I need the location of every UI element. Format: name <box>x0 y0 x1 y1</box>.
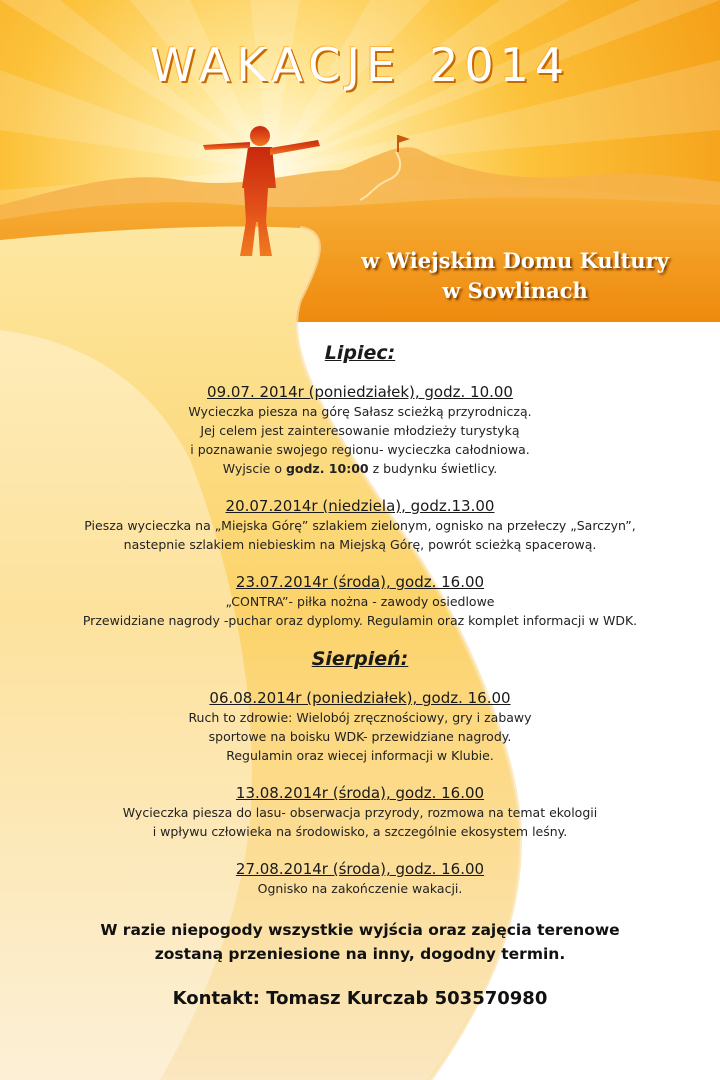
schedule <box>0 342 720 1009</box>
event-line: sportowe na boisku WDK- przewidziane nagrody. <box>208 729 512 744</box>
event-line: Wycieczka piesza na górę Sałasz scieżką przyrodniczą. <box>188 404 532 419</box>
event-line: Przewidziane nagrody -puchar oraz dyplomy. Regulamin oraz komplet informacji w WDK. <box>82 613 638 628</box>
event-line: Ruch to zdrowie: Wielobój zręcznościowy, gry i zabawy <box>188 710 532 725</box>
event-line: Ognisko na zakończenie wakacji. <box>257 881 463 896</box>
event-date: 06.08.2014r (poniedziałek), godz. 16.00 <box>209 689 511 707</box>
event <box>0 382 720 478</box>
title-year: 2014 <box>429 38 571 92</box>
event-date: 20.07.2014r (niedziela), godz.13.00 <box>225 497 495 515</box>
title-word: WAKACJE <box>149 38 402 92</box>
month-heading-august: Sierpień: <box>311 648 409 670</box>
event <box>0 496 720 554</box>
event-date: 09.07. 2014r (poniedziałek), godz. 10.00 <box>207 383 513 401</box>
event-line: Regulamin oraz wiecej informacji w Klubie. <box>226 748 494 763</box>
venue-line-1: w Wiejskim Domu Kultury <box>361 248 669 273</box>
event-line: i poznawanie swojego regionu- wycieczka całodniowa. <box>190 442 530 457</box>
event <box>0 783 720 841</box>
departure-text: Wyjscie o <box>222 461 286 476</box>
notice-line: zostaną przeniesione na inny, dogodny termin. <box>154 945 566 963</box>
poster-title <box>0 38 720 92</box>
event-date: 13.08.2014r (środa), godz. 16.00 <box>235 784 485 802</box>
notice-line: W razie niepogody wszystkie wyjścia oraz zajęcia terenowe <box>100 921 620 939</box>
event-line: Piesza wycieczka na „Miejska Górę” szlakiem zielonym, ognisko na przełeczy „Sarczyn”, <box>84 518 636 533</box>
event-date: 23.07.2014r (środa), godz. 16.00 <box>235 573 485 591</box>
departure-place: z budynku świetlicy. <box>368 461 498 476</box>
departure-time: godz. 10:00 <box>285 461 369 476</box>
event-line: nastepnie szlakiem niebieskim na Miejską Górę, powrót scieżką spacerową. <box>123 537 597 552</box>
event <box>0 688 720 765</box>
event <box>0 572 720 630</box>
month-heading-july: Lipiec: <box>324 342 396 364</box>
event <box>0 859 720 898</box>
event-line: „CONTRA”- piłka nożna - zawody osiedlowe <box>225 594 495 609</box>
contact-info: Kontakt: Tomasz Kurczab 503570980 <box>172 988 548 1009</box>
event-line: Wycieczka piesza do lasu- obserwacja przyrody, rozmowa na temat ekologii <box>122 805 598 820</box>
event-date: 27.08.2014r (środa), godz. 16.00 <box>235 860 485 878</box>
event-line: Jej celem jest zainteresowanie młodzieży turystyką <box>200 423 520 438</box>
event-line: i wpływu człowieka na środowisko, a szczególnie ekosystem leśny. <box>152 824 568 839</box>
event-departure-line <box>0 459 720 478</box>
weather-notice <box>0 918 720 966</box>
venue-line-2: w Sowlinach <box>442 278 588 303</box>
